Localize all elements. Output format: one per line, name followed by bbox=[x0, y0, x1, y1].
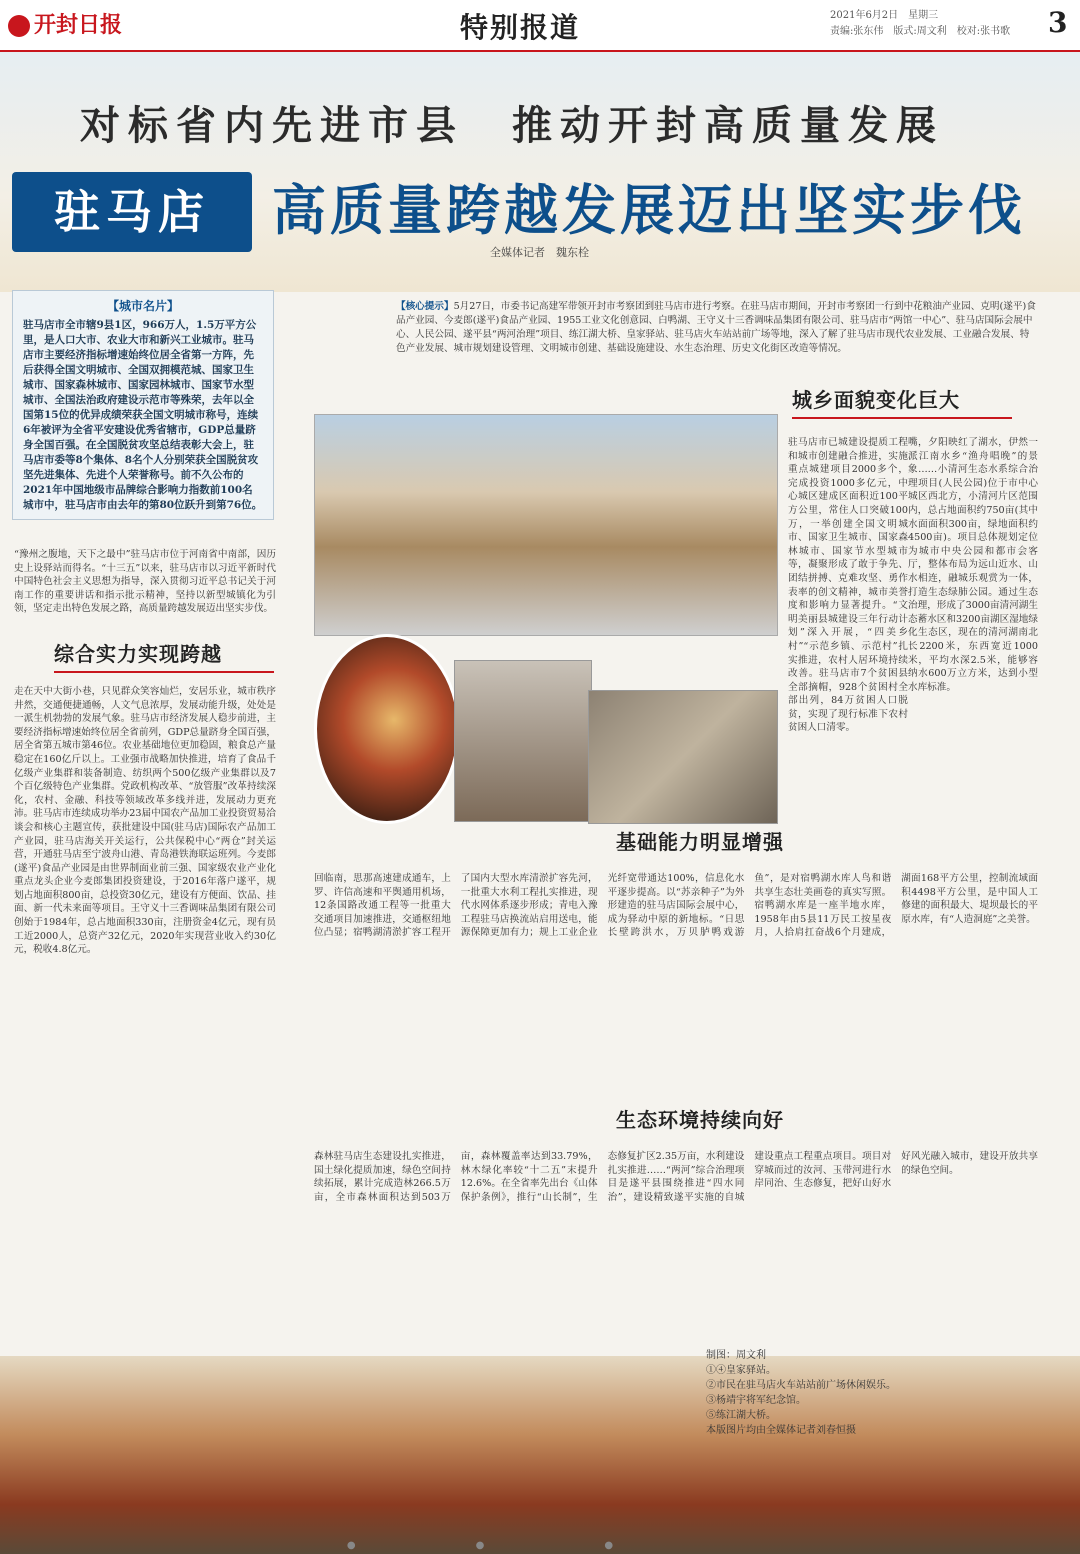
section-2-body-a: 驻马店市已城建设提质工程和城市创建融合推进，实施重点城建项目2000多个，完成投资1000多亿元，中心城区建成区面积近100平方公里，常住人口突破100万，一举创建全国文明城市、国家卫生城市、国家森林城市、国家节水型城市等，凝聚形成了敢于争先、团结拼搏、克难攻坚、勇作表率的创文精神，城市美誉度和影响力显著提升。“文明美丽县城建设三年行动计划”深入开展，“四美乡村”“示范乡镇、示范村”扎实推进，农村人居环境持续改善。驻马店市7个贫困县全部摘帽，928个贫困村全部出列，84万贫困人口脱贫，实现了现行标准下农村贫困人口清零。 bbox=[788, 437, 908, 734]
city-tag: 驻马店 bbox=[12, 172, 252, 252]
left-column bbox=[14, 548, 276, 957]
section-2-column-b bbox=[908, 436, 1038, 694]
section-2-rule bbox=[792, 417, 1012, 419]
section-1-body: 走在天中大街小巷，只见群众笑容灿烂，安居乐业，城市秩序井然，交通便捷通畅，人文气息浓厚，发展动能升级，处处是一派生机勃勃的发展气象。驻马店市经济发展人稳步前进，主要经济指标增速始终位居全省前列，GDP总量跻身全国百强，居全省第五城市第46位。农业基础地位更加稳固，粮食总产量稳定在160亿斤以上。工业强市战略加快推进，培育了食品千亿级产业集群和装备制造、纺织两个500亿级产业集群以及7个百亿级特色产业集群。党政机构改革、“放管服”改革持续深化，农村、金融、科技等领域改革多线并进，发展动力更充沛。驻马店市连续成功举办23届中国农产品加工业投资贸易洽谈会和核心主题宣传，获批建设中国(驻马店)国际农产品加工产业园，驻马店海关开关运行，公共保税中心“两仓”封关运营，开通驻马店至宁波舟山港、青岛港铁海联运班列。今麦郎(遂平)食品产业园是由世界制面业前三强、国家级农业产业化重点龙头企业今麦郎集团投资建设，于2016年落户遂平，规划占地面积800亩，总投资30亿元，建设有方便面、饮品、挂面、新一代未来面等项目。王守义十三香调味品集团有限公司创始于1984年，总占地面积330亩，注册资金4亿元，现有员工近2000人，总资产32亿元，2020年实现营业收入约30亿元，税收4.8亿元。 bbox=[14, 685, 276, 956]
photo-memorial-hall bbox=[454, 660, 592, 822]
photo-credits bbox=[706, 1348, 906, 1438]
photo-statue-group bbox=[588, 690, 778, 824]
section-1-rule bbox=[54, 671, 274, 673]
issue-meta bbox=[830, 8, 1040, 40]
credit-line: 本版图片均由全媒体记者刘春恒摄 bbox=[706, 1425, 856, 1436]
issue-editors: 责编:张东伟 版式:周文利 校对:张书歌 bbox=[830, 26, 1011, 37]
section-4-title: 生态环境持续向好 bbox=[616, 1108, 784, 1132]
section-2-heading bbox=[792, 384, 1032, 419]
section-1-title: 综合实力实现跨越 bbox=[54, 641, 222, 666]
byline: 全媒体记者 魏东栓 bbox=[490, 246, 589, 259]
core-summary-label: 【核心提示】 bbox=[396, 301, 454, 312]
headline-top: 对标省内先进市县 推动开封高质量发展 bbox=[80, 102, 944, 149]
section-3-columns bbox=[314, 872, 1038, 940]
city-card-title: 【城市名片】 bbox=[106, 299, 179, 313]
photo-station-square bbox=[314, 634, 460, 824]
section-3-body: 回临南，思那高速建成通车，上罗、许信高速和平舆通用机场，12条国路改通工程等一批重大交通项目加速推进，交通枢纽地位凸显；宿鸭湖清淤扩容工程开了国内大型水库清淤扩容先河，一批重大水利工程扎实推进，现代水网体系逐步形成；青电入豫工程驻马店换流站启用送电，能源保障更加有力；规上工业企业光纤宽带通达100%，信息化水平逐步提高。以“苏亲种子”为外形建造的驻马店国际会展中心，成为驿动中原的新地标。“日思长壁跨洪水，万贝胪鸭戏游鱼”，是对宿鸭湖水库人鸟和谐共享生态壮美画卷的真实写照。宿鸭湖水库是一座半地水库，1958年由5县11万民工按星夜月，人拾肩扛奋战6个月建成，湖面168平方公里，控制流域面积4498平方公里，是中国人工修建的面积最大、堤坝最长的平原水库，有“人造洞庭”之美誉。 bbox=[314, 873, 1038, 939]
page-indicator-dots bbox=[280, 1540, 800, 1551]
section-title: 特别报道 bbox=[460, 11, 581, 44]
city-card-body: 驻马店市全市辖9县1区，966万人，1.5万平方公里，是人口大市、农业大市和新兴工业城市。驻马店市主要经济指标增速始终位居全省第一方阵，先后获得全国文明城市、全国双拥模范城、国家卫生城市、国家森林城市、国家园林城市、国家节水型城市、全国法治政府建设示范市等殊荣，去年以全国第15位的优异成绩荣获全国文明城市称号，连续6年被评为全省平安建设优秀省辖市，GDP总量跻身全国百强。在全国脱贫攻坚总结表彰大会上，驻马店市委等8个集体、8名个人分别荣获全国脱贫攻坚先进集体、先进个人荣誉称号。前不久公布的2021年中国地级市品牌综合影响力指数前100名城市中，驻马店市由去年的第80位跃升到第76位。 bbox=[23, 319, 263, 511]
section-2-title: 城乡面貌变化巨大 bbox=[792, 388, 960, 412]
city-card bbox=[12, 290, 274, 520]
page-number: 3 bbox=[1048, 6, 1068, 39]
section-3-heading bbox=[580, 826, 820, 855]
logo-icon bbox=[8, 15, 30, 37]
credit-line: ⑤练江湖大桥。 bbox=[706, 1410, 776, 1421]
section-2-body-b: 嘴，夕阳映红了湖水，伊然一派江南水乡“渔舟唱晚”的景象……小清河生态水系综合治理项目(人民公园)位于市中心城区西北方，小清河片区范围内，总占地面积约750亩(其中水面面积300亩，绿地面积约4500亩)。项目总体规划定位为城市中央公园和都市会客厅，整体布局为远山近水、山水相连，融城乐观赏为一体，打造生态绿肺公园。通过生态治理，形成了3000亩清河湖生态蓄水区和3200亩湖区湿地绿化生态区，现在的清河湖南北长2200米，东西宽近1000米，平均水深2.5米，能够容纳水600万立方米，达到小型水库标准。 bbox=[908, 437, 1038, 693]
core-summary bbox=[396, 300, 1036, 356]
photo-imperial-post-station bbox=[314, 414, 778, 636]
logo-text: 开封日报 bbox=[34, 12, 123, 38]
credit-line: ③杨靖宇将军纪念馆。 bbox=[706, 1395, 806, 1406]
credit-line: 制图：周文利 bbox=[706, 1350, 766, 1361]
section-4-heading bbox=[580, 1104, 820, 1133]
credit-line: ②市民在驻马店火车站站前广场休闲娱乐。 bbox=[706, 1380, 896, 1391]
section-4-columns bbox=[314, 1150, 1038, 1204]
issue-date: 2021年6月2日 星期三 bbox=[830, 10, 939, 21]
section-1-heading bbox=[54, 638, 276, 673]
section-2-column-a bbox=[788, 436, 908, 735]
page-header bbox=[0, 0, 1080, 52]
credit-line: ①④皇家驿站。 bbox=[706, 1365, 776, 1376]
dot-icon: ● bbox=[475, 1540, 605, 1551]
headline-main: 高质量跨越发展迈出坚实步伐 bbox=[272, 178, 1026, 242]
dot-icon: ● bbox=[346, 1540, 476, 1551]
intro-text: “豫州之腹地，天下之最中”驻马店市位于河南省中南部，因历史上设驿站而得名。“十三五”以来，驻马店市以习近平新时代中国特色社会主义思想为指导，深入贯彻习近平总书记关于河南工作的重要讲话和指示批示精神，坚持以新型城镇化为引领，坚定走出特色发展之路，高质量跨越发展迈出坚实步伐。 bbox=[14, 549, 276, 615]
newspaper-logo bbox=[8, 8, 122, 39]
photo-bridge-panorama bbox=[0, 1356, 1080, 1554]
dot-icon: ● bbox=[604, 1540, 734, 1551]
section-3-title: 基础能力明显增强 bbox=[616, 830, 784, 854]
core-summary-body: 5月27日，市委书记高建军带领开封市考察团到驻马店市进行考察。在驻马店市期间，开封市考察团一行到中花粮油产业园、克明(遂平)食品产业园、今麦郎(遂平)食品产业园、1955工业文化创意园、白鸭湖、王守义十三香调味品集团有限公司、驻马店市“两馆一中心”、驻马店国际会展中心、人民公园、遂平县“两河治理”项目、练江湖大桥、皇家驿站、驻马店火车站站前广场等地，深入了解了驻马店市现代农业发展、工业融合发展、特色产业发展、城市规划建设管理、文明城市创建、基础设施建设、水生态治理、历史文化街区改造等情况。 bbox=[396, 301, 1036, 354]
section-4-body: 森林驻马店生态建设扎实推进，国土绿化提质加速，绿色空间持续拓展，累计完成造林266.5万亩，全市森林面积达到503万亩，森林覆盖率达到33.79%，林木绿化率较“十二五”末提升12.6%。在全省率先出台《山体保护条例》，推行“山长制”，生态修复扩区2.35万亩，水利建设扎实推进……“两河”综合治理项目是遂平县围绕推进“四水同治”，建设精致遂平实施的自城建设重点工程重点项目。项目对穿城而过的汝河、玉带河进行水岸同治、生态修复，把好山好水好风光融入城市，建设开放共享的绿色空间。 bbox=[314, 1151, 1038, 1203]
